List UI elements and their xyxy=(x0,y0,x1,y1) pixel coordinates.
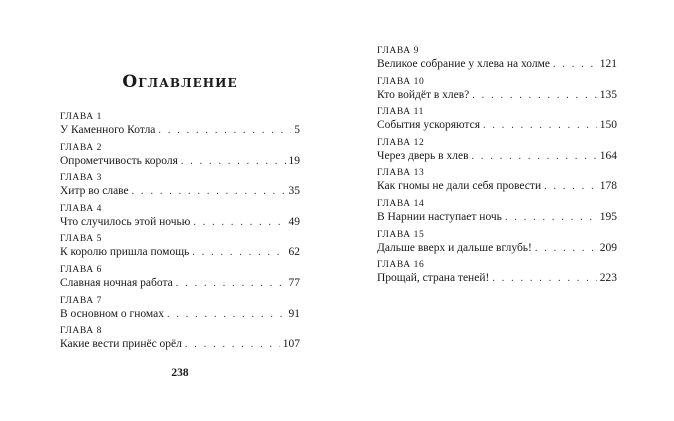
chapter-label: ГЛАВА 5 xyxy=(60,234,103,245)
toc-entry xyxy=(377,106,617,137)
dot-leader xyxy=(158,123,291,138)
chapter-page-number: 5 xyxy=(294,124,300,136)
chapter-line xyxy=(377,118,617,133)
chapter-title: У Каменного Котла xyxy=(60,124,156,136)
chapter-page-number: 195 xyxy=(599,210,617,223)
chapter-title: Кто войдёт в хлев? xyxy=(377,88,470,101)
chapter-line xyxy=(60,337,300,352)
toc-entry xyxy=(60,111,300,142)
chapter-title: В основном о гномах xyxy=(60,307,164,320)
chapter-label: ГЛАВА 15 xyxy=(377,229,425,240)
toc-entry xyxy=(377,45,617,76)
chapter-title: Дальше вверх и дальше вглубь! xyxy=(377,241,532,254)
chapter-line xyxy=(60,215,300,230)
page-title: Оглавление xyxy=(122,72,238,92)
chapter-line xyxy=(60,123,300,138)
dot-leader xyxy=(553,57,597,72)
dot-leader xyxy=(483,118,597,133)
toc-entry xyxy=(377,167,617,198)
chapter-line xyxy=(377,149,617,164)
chapter-line xyxy=(60,184,300,199)
chapter-line xyxy=(377,57,617,72)
toc-entry xyxy=(60,233,300,264)
chapter-label: ГЛАВА 2 xyxy=(60,142,103,153)
toc-entry xyxy=(60,172,300,203)
toc-entry xyxy=(377,137,617,168)
chapter-title: Прощай, страна теней! xyxy=(377,272,490,285)
toc-list-left xyxy=(60,111,300,356)
dot-leader xyxy=(193,215,285,230)
chapter-label: ГЛАВА 16 xyxy=(377,260,425,271)
chapter-title: Великое собрание у хлева на холме xyxy=(377,58,551,70)
chapter-line xyxy=(60,307,300,322)
chapter-page-number: 35 xyxy=(288,185,300,198)
chapter-page-number: 49 xyxy=(288,215,300,228)
chapter-label: ГЛАВА 12 xyxy=(377,137,425,148)
chapter-page-number: 223 xyxy=(599,272,617,285)
chapter-title: Хитр во славе xyxy=(60,185,129,198)
dot-leader xyxy=(492,271,596,286)
chapter-line xyxy=(377,271,617,286)
toc-entry xyxy=(377,259,617,290)
toc-entry xyxy=(60,295,300,326)
dot-leader xyxy=(472,149,597,164)
chapter-label: ГЛАВА 11 xyxy=(377,107,425,118)
chapter-label: ГЛАВА 6 xyxy=(60,264,103,275)
chapter-title: Как гномы не дали себя провести xyxy=(377,180,542,193)
chapter-page-number: 164 xyxy=(599,149,617,162)
toc-list-right xyxy=(377,45,617,290)
chapter-title: К королю пришла помощь xyxy=(60,246,190,259)
chapter-label: ГЛАВА 8 xyxy=(60,326,103,337)
chapter-line xyxy=(377,179,617,194)
chapter-label: ГЛАВА 1 xyxy=(60,112,103,122)
chapter-page-number: 178 xyxy=(599,180,617,193)
chapter-line xyxy=(377,88,617,103)
dot-leader xyxy=(176,276,286,291)
chapter-page-number: 150 xyxy=(599,119,617,132)
chapter-line xyxy=(60,154,300,169)
dot-leader xyxy=(505,210,597,225)
chapter-page-number: 62 xyxy=(288,246,300,259)
chapter-label: ГЛАВА 13 xyxy=(377,168,425,179)
toc-entry xyxy=(60,203,300,234)
chapter-title: Опрометчивость короля xyxy=(60,154,178,167)
chapter-label: ГЛАВА 10 xyxy=(377,76,425,87)
chapter-title: Что случилось этой ночью xyxy=(60,215,191,228)
chapter-page-number: 91 xyxy=(288,307,300,320)
dot-leader xyxy=(192,245,285,260)
toc-entry xyxy=(377,229,617,260)
chapter-line xyxy=(377,210,617,225)
chapter-label: ГЛАВА 4 xyxy=(60,203,103,214)
chapter-title: В Нарнии наступает ночь xyxy=(377,210,502,223)
dot-leader xyxy=(472,88,596,103)
chapter-title: Какие вести принёс орёл xyxy=(60,338,182,351)
chapter-page-number: 135 xyxy=(599,88,617,101)
dot-leader xyxy=(167,307,286,322)
chapter-label: ГЛАВА 14 xyxy=(377,198,425,209)
chapter-title: Через дверь в хлев xyxy=(377,149,469,162)
toc-entry xyxy=(60,325,300,356)
chapter-page-number: 209 xyxy=(599,241,617,254)
chapter-line xyxy=(60,276,300,291)
chapter-label: ГЛАВА 9 xyxy=(377,46,420,56)
dot-leader xyxy=(544,179,597,194)
chapter-line xyxy=(377,241,617,256)
chapter-page-number: 77 xyxy=(288,276,300,289)
toc-entry xyxy=(60,142,300,173)
dot-leader xyxy=(185,337,280,352)
chapter-line xyxy=(60,245,300,260)
dot-leader xyxy=(132,184,286,199)
toc-entry xyxy=(60,264,300,295)
dot-leader xyxy=(181,154,286,169)
chapter-title: Славная ночная работа xyxy=(60,276,173,289)
chapter-title: События ускоряются xyxy=(377,119,480,132)
page-number: 238 xyxy=(171,367,189,379)
chapter-label: ГЛАВА 3 xyxy=(60,173,103,184)
toc-entry xyxy=(377,76,617,107)
chapter-page-number: 121 xyxy=(599,58,617,70)
dot-leader xyxy=(535,241,597,256)
toc-entry xyxy=(377,198,617,229)
chapter-page-number: 19 xyxy=(288,154,300,167)
chapter-label: ГЛАВА 7 xyxy=(60,295,103,306)
chapter-page-number: 107 xyxy=(282,338,300,351)
